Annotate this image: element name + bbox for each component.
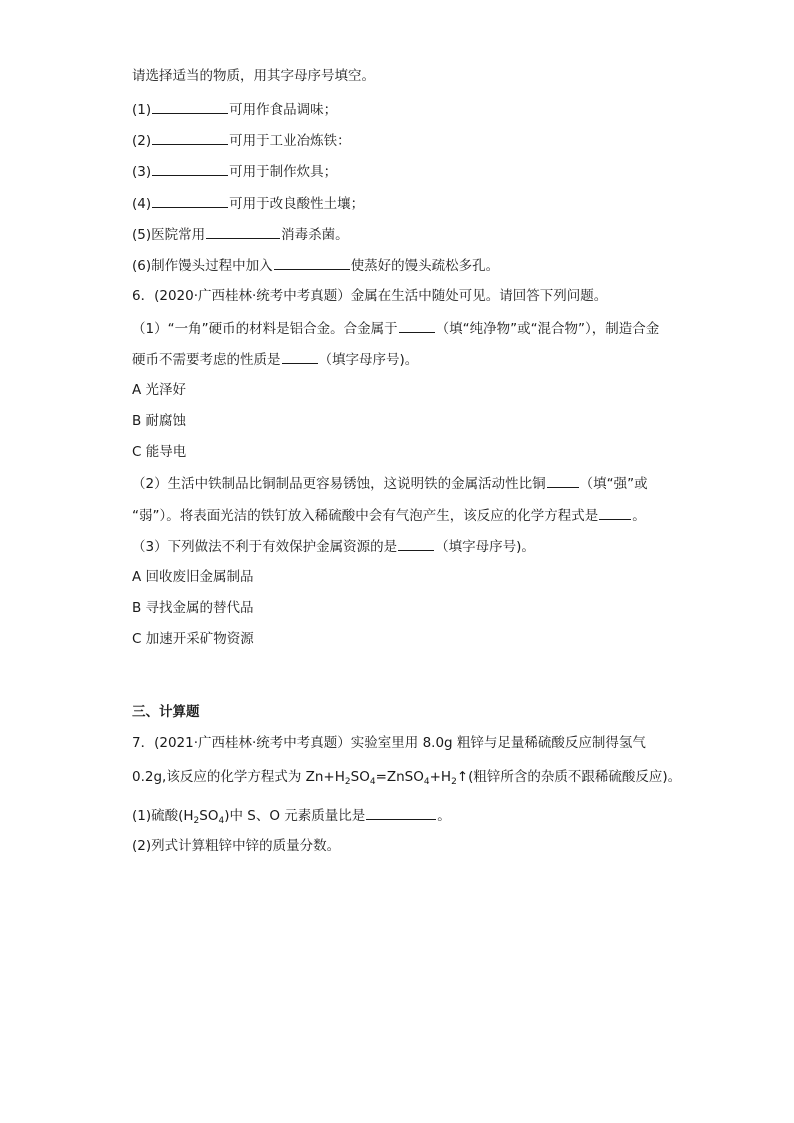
q5-item-5: (5)医院常用 消毒杀菌。: [132, 224, 349, 245]
q6-part1-line1: （1）“一角”硬币的材料是铝合金。合金属于 （填“纯净物”或“混合物”），制造合金: [132, 318, 659, 339]
q6-part3-option-a: A 回收废旧金属制品: [132, 569, 254, 585]
q7-line2: 0.2g,该反应的化学方程式为 $Zn+H_2SO_4=ZnSO_4+H_2↑$(粗锌所含的杂质不跟稀硫酸反应)。: [132, 769, 682, 787]
section-title: 三、计算题: [132, 704, 200, 720]
q6-part3-option-b: B 寻找金属的替代品: [132, 600, 254, 616]
q6-part2-line2: “弱”）。将表面光洁的铁钉放入稀硫酸中会有气泡产生，该反应的化学方程式是 。: [132, 505, 646, 526]
q5-item-3: (3) 可用于制作炊具；: [132, 161, 337, 182]
q6-part3-line: （3）下列做法不利于有效保护金属资源的是 （填字母序号)。: [132, 536, 535, 557]
answer-blank[interactable]: [282, 349, 318, 364]
q5-item-6: (6)制作馒头过程中加入 使蒸好的馒头疏松多孔。: [132, 255, 499, 276]
q6-option-a: A 光泽好: [132, 382, 187, 398]
answer-blank[interactable]: [152, 99, 228, 114]
answer-blank[interactable]: [152, 193, 228, 208]
answer-blank[interactable]: [398, 536, 434, 551]
answer-blank[interactable]: [152, 130, 228, 145]
answer-blank[interactable]: [599, 505, 631, 520]
q6-part3-option-c: C 加速开采矿物资源: [132, 631, 254, 647]
q5-item-4: (4) 可用于改良酸性土壤；: [132, 193, 364, 214]
q6-header: 6．(2020·广西桂林·统考中考真题）金属在生活中随处可见。请回答下列问题。: [132, 288, 608, 304]
answer-blank[interactable]: [547, 473, 579, 488]
answer-blank[interactable]: [399, 318, 435, 333]
q6-part2-line1: （2）生活中铁制品比铜制品更容易锈蚀，这说明铁的金属活动性比铜 （填“强”或: [132, 473, 648, 494]
answer-blank[interactable]: [152, 161, 228, 176]
q6-part1-line2: 硬币不需要考虑的性质是 （填字母序号)。: [132, 349, 418, 370]
answer-blank[interactable]: [206, 224, 280, 239]
q7-sub1: (1)硫酸$(H_2SO_4)$中 S、O 元素质量比是 。: [132, 805, 451, 826]
q6-option-c: C 能导电: [132, 444, 187, 460]
q5-item-2: (2) 可用于工业冶炼铁：: [132, 130, 351, 151]
answer-blank[interactable]: [274, 255, 350, 270]
q7-sub2: (2)列式计算粗锌中锌的质量分数。: [132, 838, 341, 854]
answer-blank[interactable]: [366, 805, 436, 820]
q7-line1: 7．(2021·广西桂林·统考中考真题）实验室里用 8.0g 粗锌与足量稀硫酸反应制得氢气: [132, 735, 646, 751]
intro-text: 请选择适当的物质，用其字母序号填空。: [132, 68, 375, 84]
q5-item-1: (1) 可用作食品调味；: [132, 99, 337, 120]
q6-option-b: B 耐腐蚀: [132, 413, 187, 429]
